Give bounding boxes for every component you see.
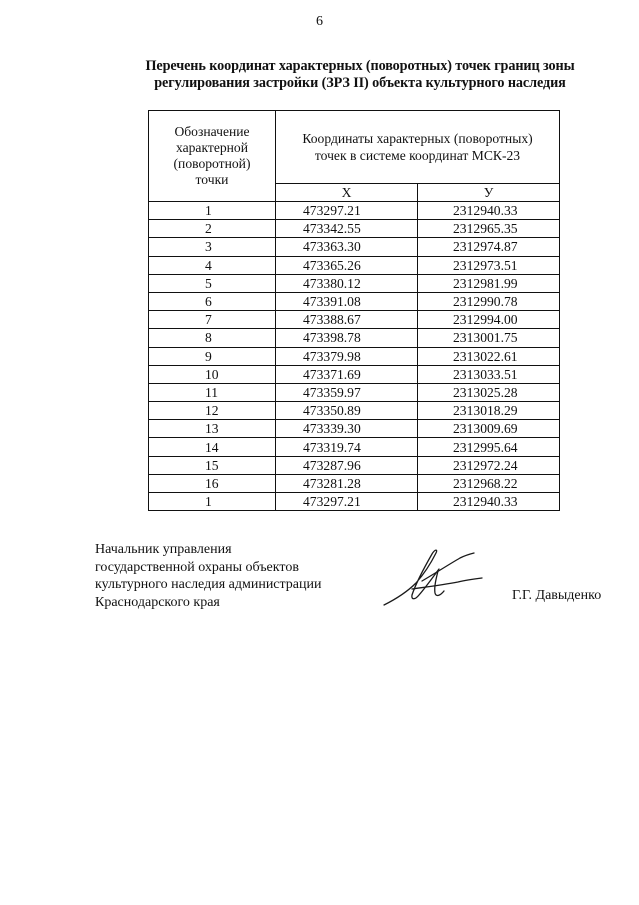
signer-name: Г.Г. Давыденко xyxy=(512,588,602,603)
header-coordinates: Координаты характерных (поворотных) точек в системе координат МСК-23 xyxy=(276,111,560,184)
table-row: 7 473388.67 2312994.00 xyxy=(149,311,560,329)
page-number: 6 xyxy=(316,14,323,29)
table-row: 3 473363.30 2312974.87 xyxy=(149,238,560,256)
handwritten-signature xyxy=(378,543,486,611)
table-row: 13 473339.30 2313009.69 xyxy=(149,420,560,438)
table-row: 16 473281.28 2312968.22 xyxy=(149,474,560,492)
coordinates-table xyxy=(148,110,560,511)
signer-position: Начальник управления государственной охраны объектов культурного наследия администрации Краснодарского края xyxy=(95,542,322,610)
table-row: 2 473342.55 2312965.35 xyxy=(149,220,560,238)
table-row: 15 473287.96 2312972.24 xyxy=(149,456,560,474)
table-row: 11 473359.97 2313025.28 xyxy=(149,383,560,401)
table-row: 5 473380.12 2312981.99 xyxy=(149,274,560,292)
table-row: 12 473350.89 2313018.29 xyxy=(149,402,560,420)
header-point-designation: Обозначение характерной (поворотной) точки xyxy=(149,111,276,202)
table-row: 10 473371.69 2313033.51 xyxy=(149,365,560,383)
table-row: 9 473379.98 2313022.61 xyxy=(149,347,560,365)
title-line-2: регулирования застройки (ЗРЗ II) объекта культурного наследия xyxy=(154,75,566,91)
table-row: 8 473398.78 2313001.75 xyxy=(149,329,560,347)
table-row: 6 473391.08 2312990.78 xyxy=(149,292,560,310)
document-title xyxy=(110,58,610,92)
header-x: Х xyxy=(276,184,418,202)
table-row: 1 473297.21 2312940.33 xyxy=(149,202,560,220)
table-row: 1 473297.21 2312940.33 xyxy=(149,493,560,511)
title-line-1: Перечень координат характерных (поворотных) точек границ зоны xyxy=(145,58,575,74)
table-row: 14 473319.74 2312995.64 xyxy=(149,438,560,456)
table-row: 4 473365.26 2312973.51 xyxy=(149,256,560,274)
header-y: У xyxy=(418,184,560,202)
